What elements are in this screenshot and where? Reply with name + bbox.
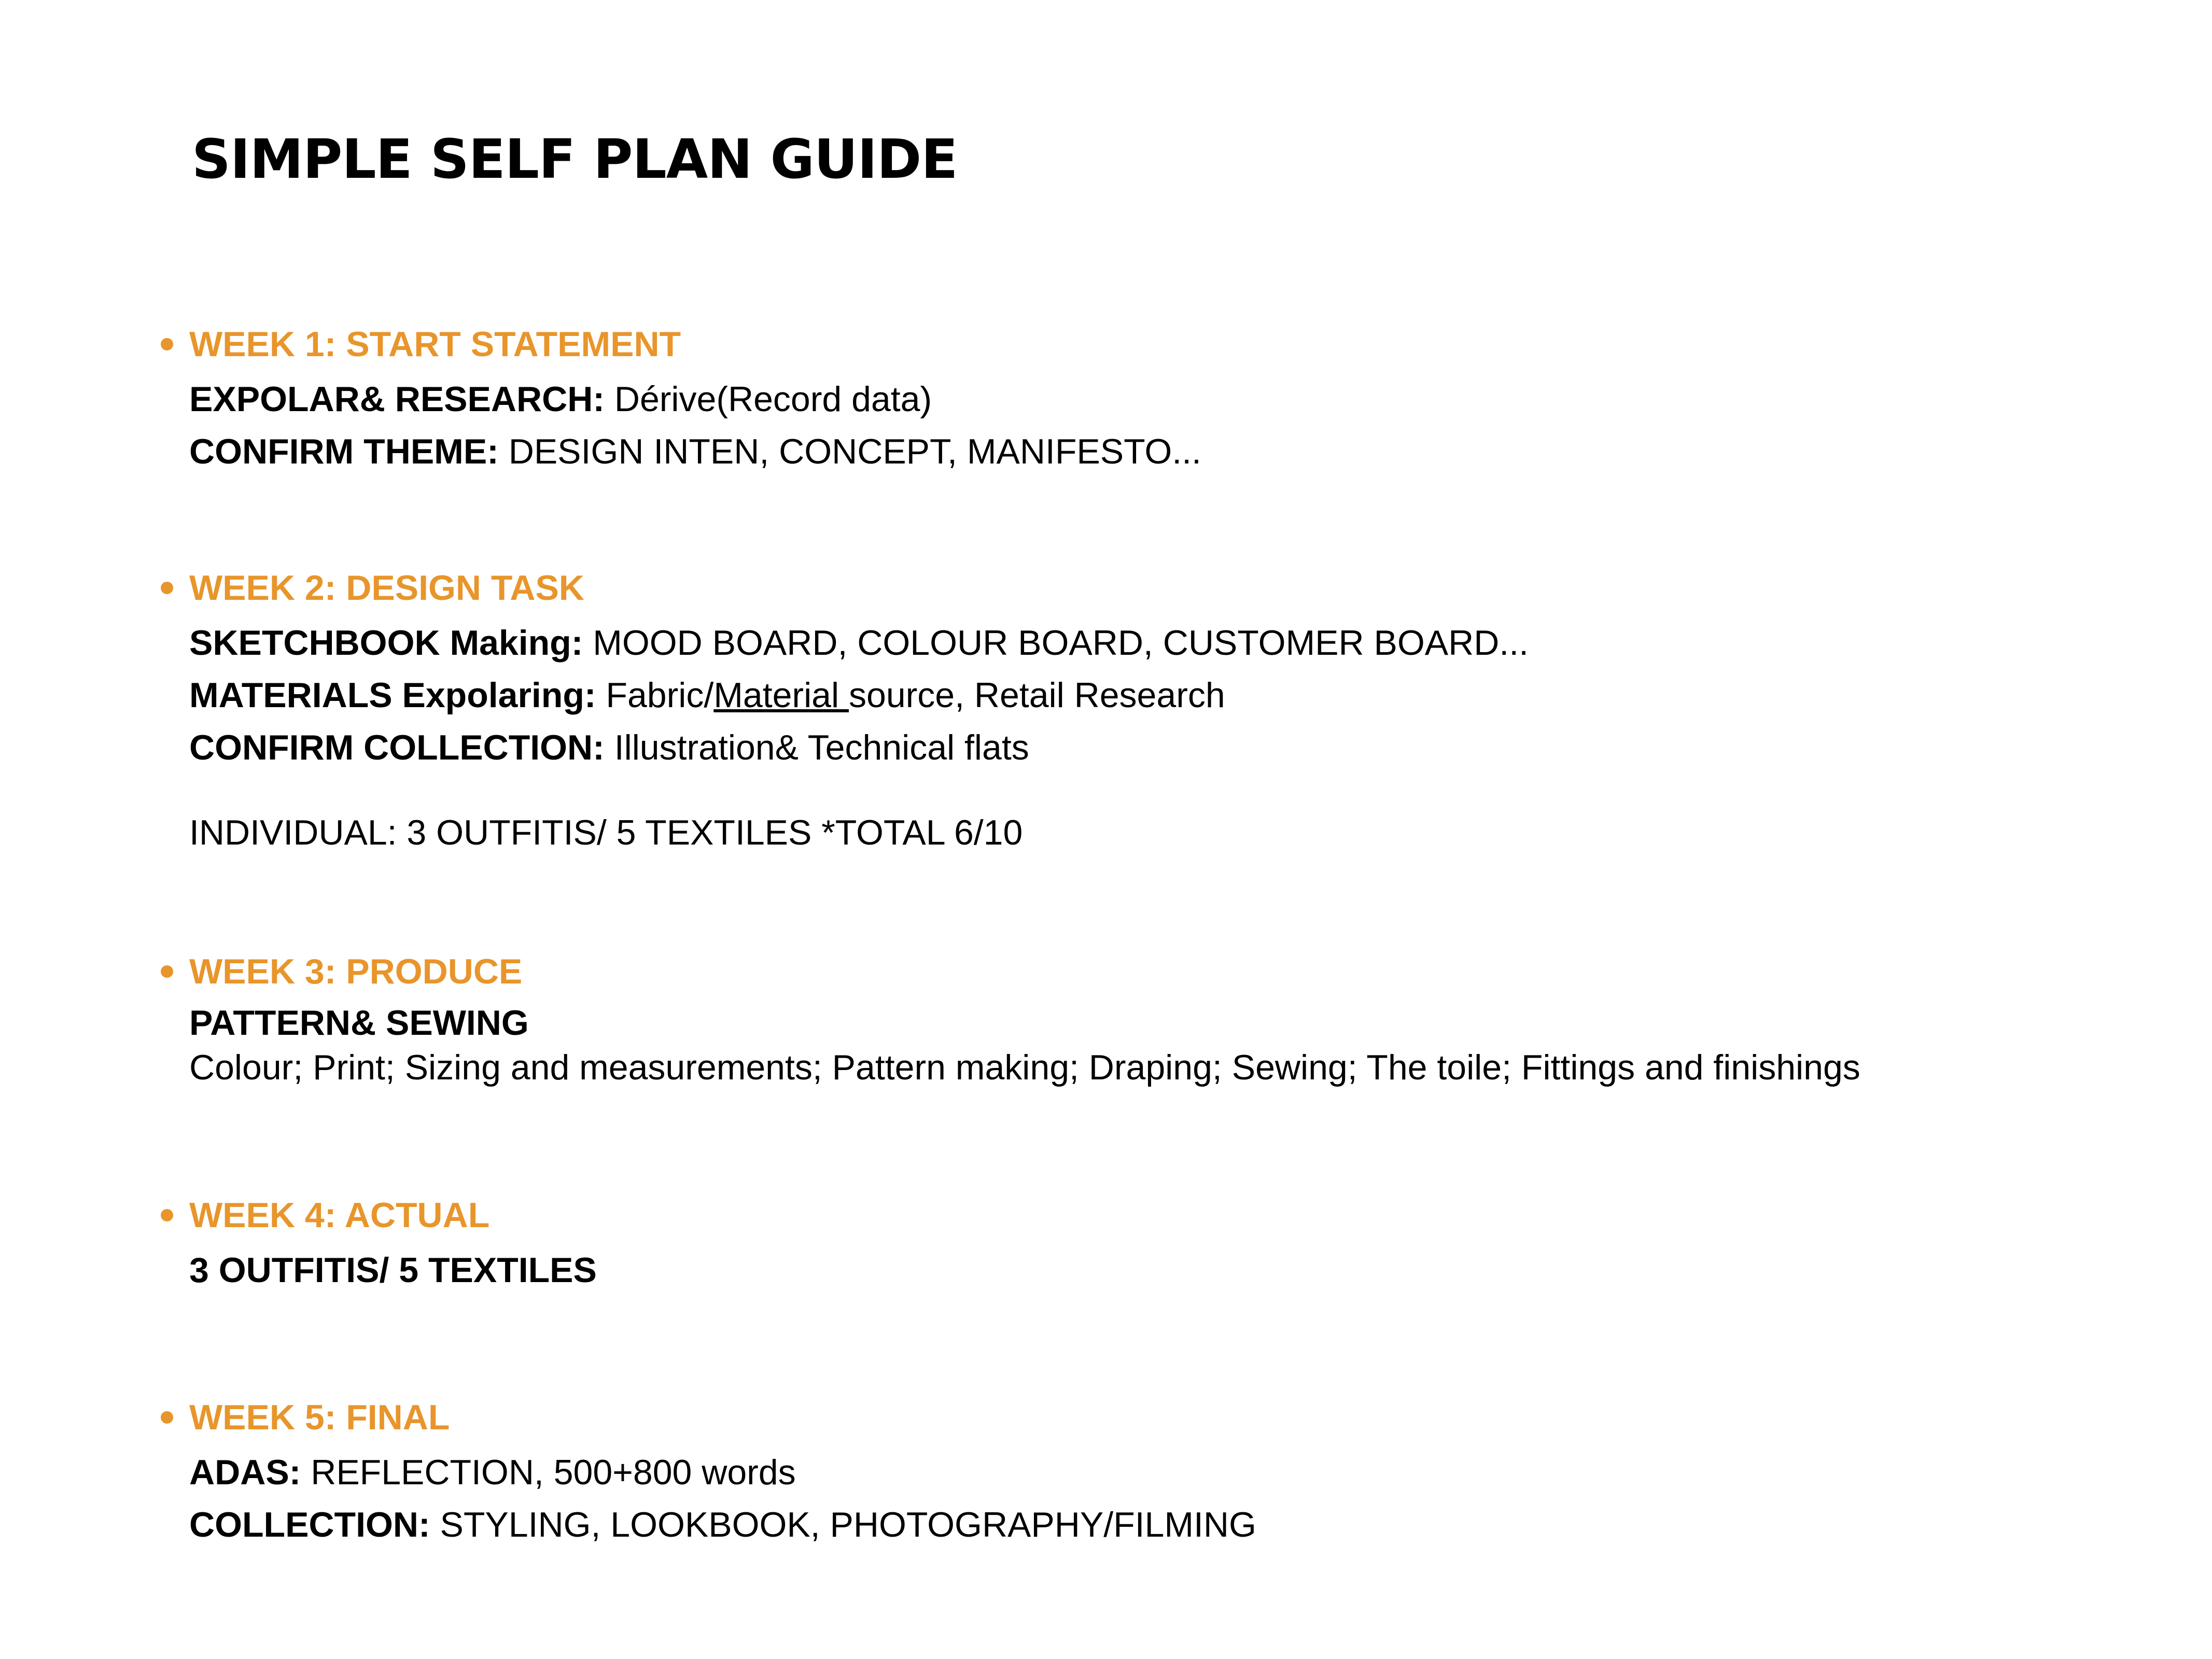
week-subtitle xyxy=(189,1244,597,1297)
week-title: WEEK 1: START STATEMENT xyxy=(189,325,681,364)
week-heading xyxy=(158,1395,1256,1446)
item-label: MATERIALS Expolaring: xyxy=(189,676,596,715)
item-label: COLLECTION: xyxy=(189,1505,430,1544)
bullet-icon xyxy=(161,1411,173,1424)
item-text: Fabric/ xyxy=(596,676,714,715)
bullet-icon xyxy=(161,965,173,978)
week-title: WEEK 5: FINAL xyxy=(189,1398,450,1437)
list-item xyxy=(189,426,1201,478)
bullet-icon xyxy=(161,338,173,350)
list-item xyxy=(189,373,1201,426)
item-text: Illustration& Technical flats xyxy=(604,728,1029,767)
item-label: EXPOLAR& RESEARCH: xyxy=(189,379,605,419)
list-item xyxy=(189,669,1529,722)
bullet-icon xyxy=(161,582,173,594)
list-item xyxy=(189,617,1529,669)
list-item xyxy=(189,1499,1256,1551)
week-heading xyxy=(158,1192,597,1244)
item-label: ADAS: xyxy=(189,1453,301,1492)
underlined-text: Material xyxy=(713,676,849,715)
week-1-section xyxy=(158,321,1201,478)
item-text: REFLECTION, 500+800 words xyxy=(301,1453,796,1492)
week-description: Colour; Print; Sizing and measurements; Pattern making; Draping; Sewing; The toile; Fittings and finishings xyxy=(189,1048,1860,1087)
item-text: Dérive(Record data) xyxy=(604,379,932,419)
week-title: WEEK 3: PRODUCE xyxy=(189,952,523,991)
week-heading xyxy=(158,565,1529,617)
bullet-icon xyxy=(161,1209,173,1221)
week-4-section xyxy=(158,1192,597,1297)
page-title: SIMPLE SELF PLAN GUIDE xyxy=(192,128,958,191)
week-heading xyxy=(158,949,1860,1001)
week-title: WEEK 4: ACTUAL xyxy=(189,1196,490,1235)
item-text: DESIGN INTEN, CONCEPT, MANIFESTO... xyxy=(498,432,1201,471)
week-5-section xyxy=(158,1395,1256,1551)
item-label: CONFIRM COLLECTION: xyxy=(189,728,605,767)
subtitle-text: 3 OUTFITIS/ 5 TEXTILES xyxy=(189,1250,597,1290)
item-text: source, Retail Research xyxy=(849,676,1225,715)
item-text: STYLING, LOOKBOOK, PHOTOGRAPHY/FILMING xyxy=(430,1505,1256,1544)
item-label: SKETCHBOOK Making: xyxy=(189,623,583,663)
week-subtitle xyxy=(189,1001,1860,1045)
list-item xyxy=(189,1446,1256,1499)
list-item xyxy=(189,722,1529,774)
week-title: WEEK 2: DESIGN TASK xyxy=(189,568,584,608)
item-label: CONFIRM THEME: xyxy=(189,432,499,471)
week-heading xyxy=(158,321,1201,373)
subtitle-text: PATTERN& SEWING xyxy=(189,1003,529,1043)
week-3-section xyxy=(158,949,1860,1090)
item-text: MOOD BOARD, COLOUR BOARD, CUSTOMER BOARD... xyxy=(583,623,1529,663)
week-2-section xyxy=(158,565,1529,859)
week-note: INDIVIDUAL: 3 OUTFITIS/ 5 TEXTILES *TOTAL 6/10 xyxy=(189,813,1023,852)
